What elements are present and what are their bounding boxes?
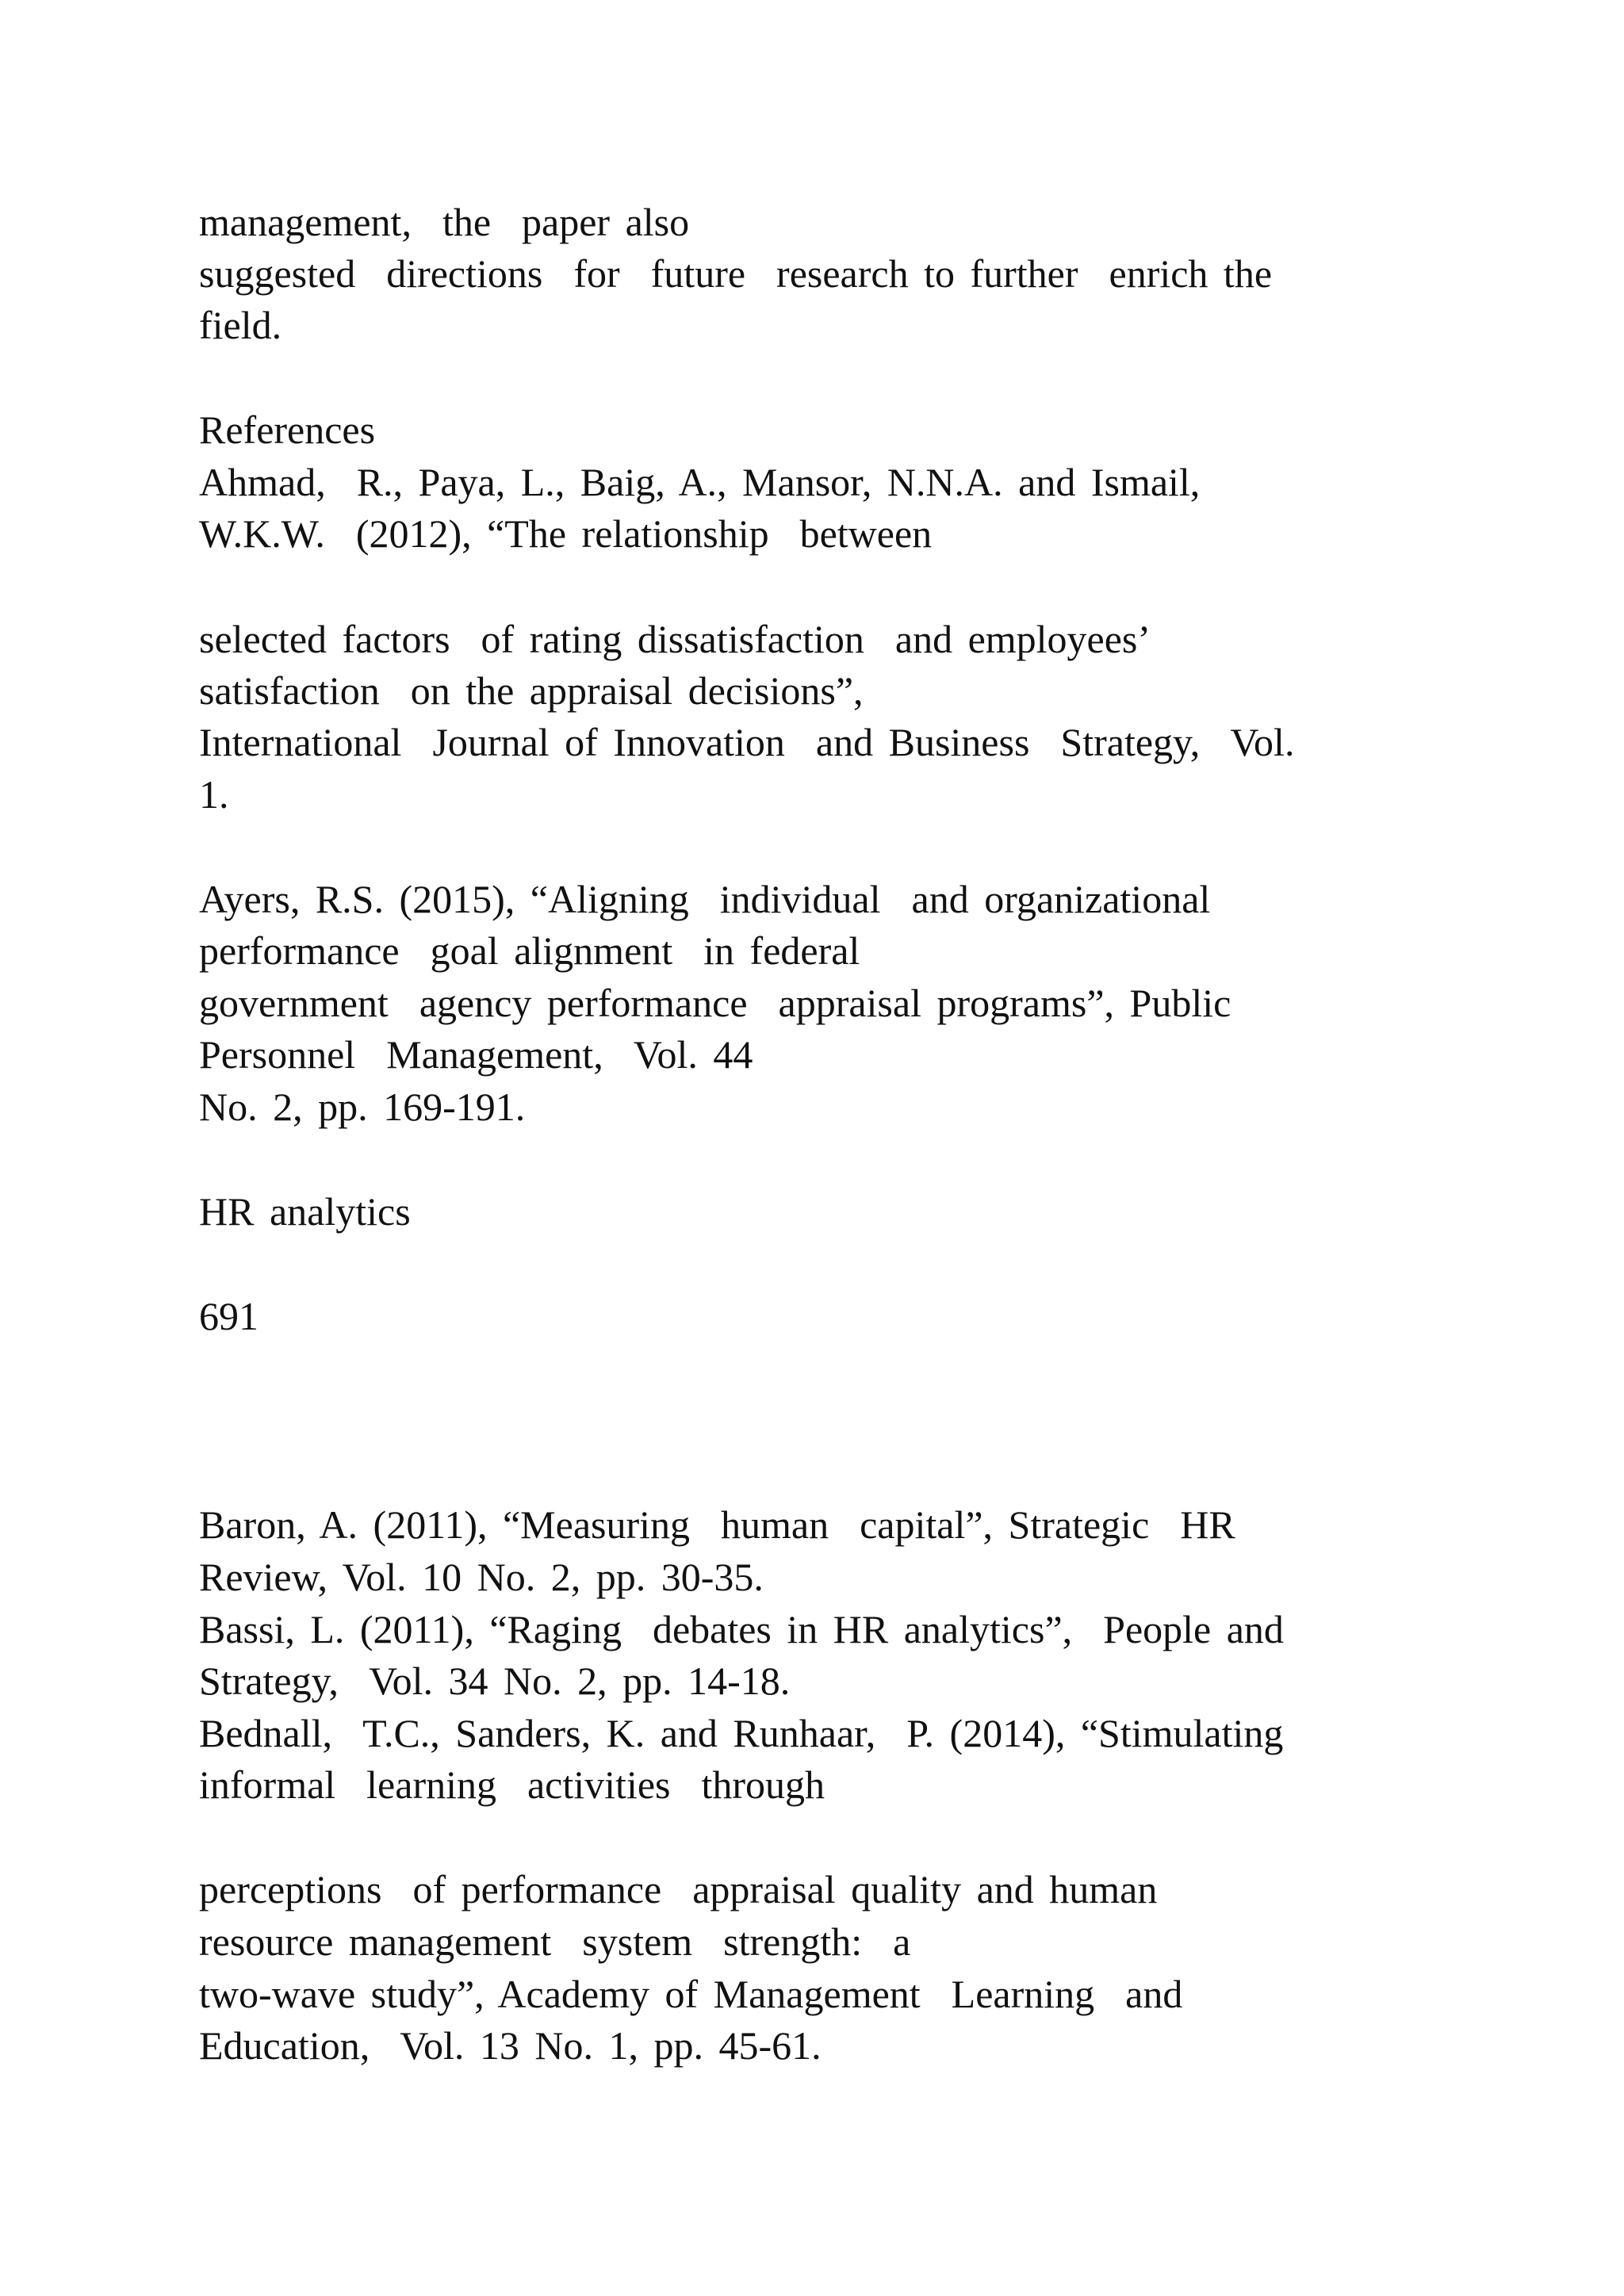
reference-line: Ayers, R.S. (2015), “Aligning individual and organizational	[199, 877, 1211, 921]
reference-line: Strategy, Vol. 34 No. 2, pp. 14-18.	[199, 1659, 791, 1703]
reference-line: informal learning activities through	[199, 1762, 825, 1807]
reference-line: Bassi, L. (2011), “Raging debates in HR analytics”, People and	[199, 1607, 1284, 1651]
page-number: 691	[199, 1294, 259, 1338]
running-header: HR analytics	[199, 1189, 411, 1234]
references-heading: References	[199, 408, 376, 452]
reference-line: No. 2, pp. 169-191.	[199, 1085, 526, 1129]
reference-line: Review, Vol. 10 No. 2, pp. 30-35.	[199, 1555, 764, 1599]
reference-line: Baron, A. (2011), “Measuring human capital”, Strategic HR	[199, 1502, 1235, 1547]
reference-line: two-wave study”, Academy of Management Learning and	[199, 1972, 1183, 2016]
body-text-line: management, the paper also	[199, 200, 690, 244]
reference-line: perceptions of performance appraisal quality and human	[199, 1867, 1158, 1911]
reference-line: satisfaction on the appraisal decisions”,	[199, 668, 864, 713]
reference-line: performance goal alignment in federal	[199, 928, 860, 973]
reference-line: Bednall, T.C., Sanders, K. and Runhaar, P. (2014), “Stimulating	[199, 1711, 1284, 1755]
reference-line: Personnel Management, Vol. 44	[199, 1032, 753, 1077]
reference-line: resource management system strength: a	[199, 1919, 911, 1964]
reference-line: W.K.W. (2012), “The relationship between	[199, 511, 933, 556]
reference-line: Ahmad, R., Paya, L., Baig, A., Mansor, N.N.A. and Ismail,	[199, 460, 1201, 504]
reference-line: government agency performance appraisal programs”, Public	[199, 981, 1231, 1025]
reference-line: Education, Vol. 13 No. 1, pp. 45-61.	[199, 2023, 822, 2068]
reference-line: selected factors of rating dissatisfaction and employees’	[199, 617, 1151, 661]
body-text-line: suggested directions for future research to further enrich the	[199, 251, 1273, 296]
reference-line: 1.	[199, 772, 229, 817]
body-text-line: field.	[199, 303, 282, 347]
reference-line: International Journal of Innovation and Business Strategy, Vol.	[199, 720, 1295, 764]
